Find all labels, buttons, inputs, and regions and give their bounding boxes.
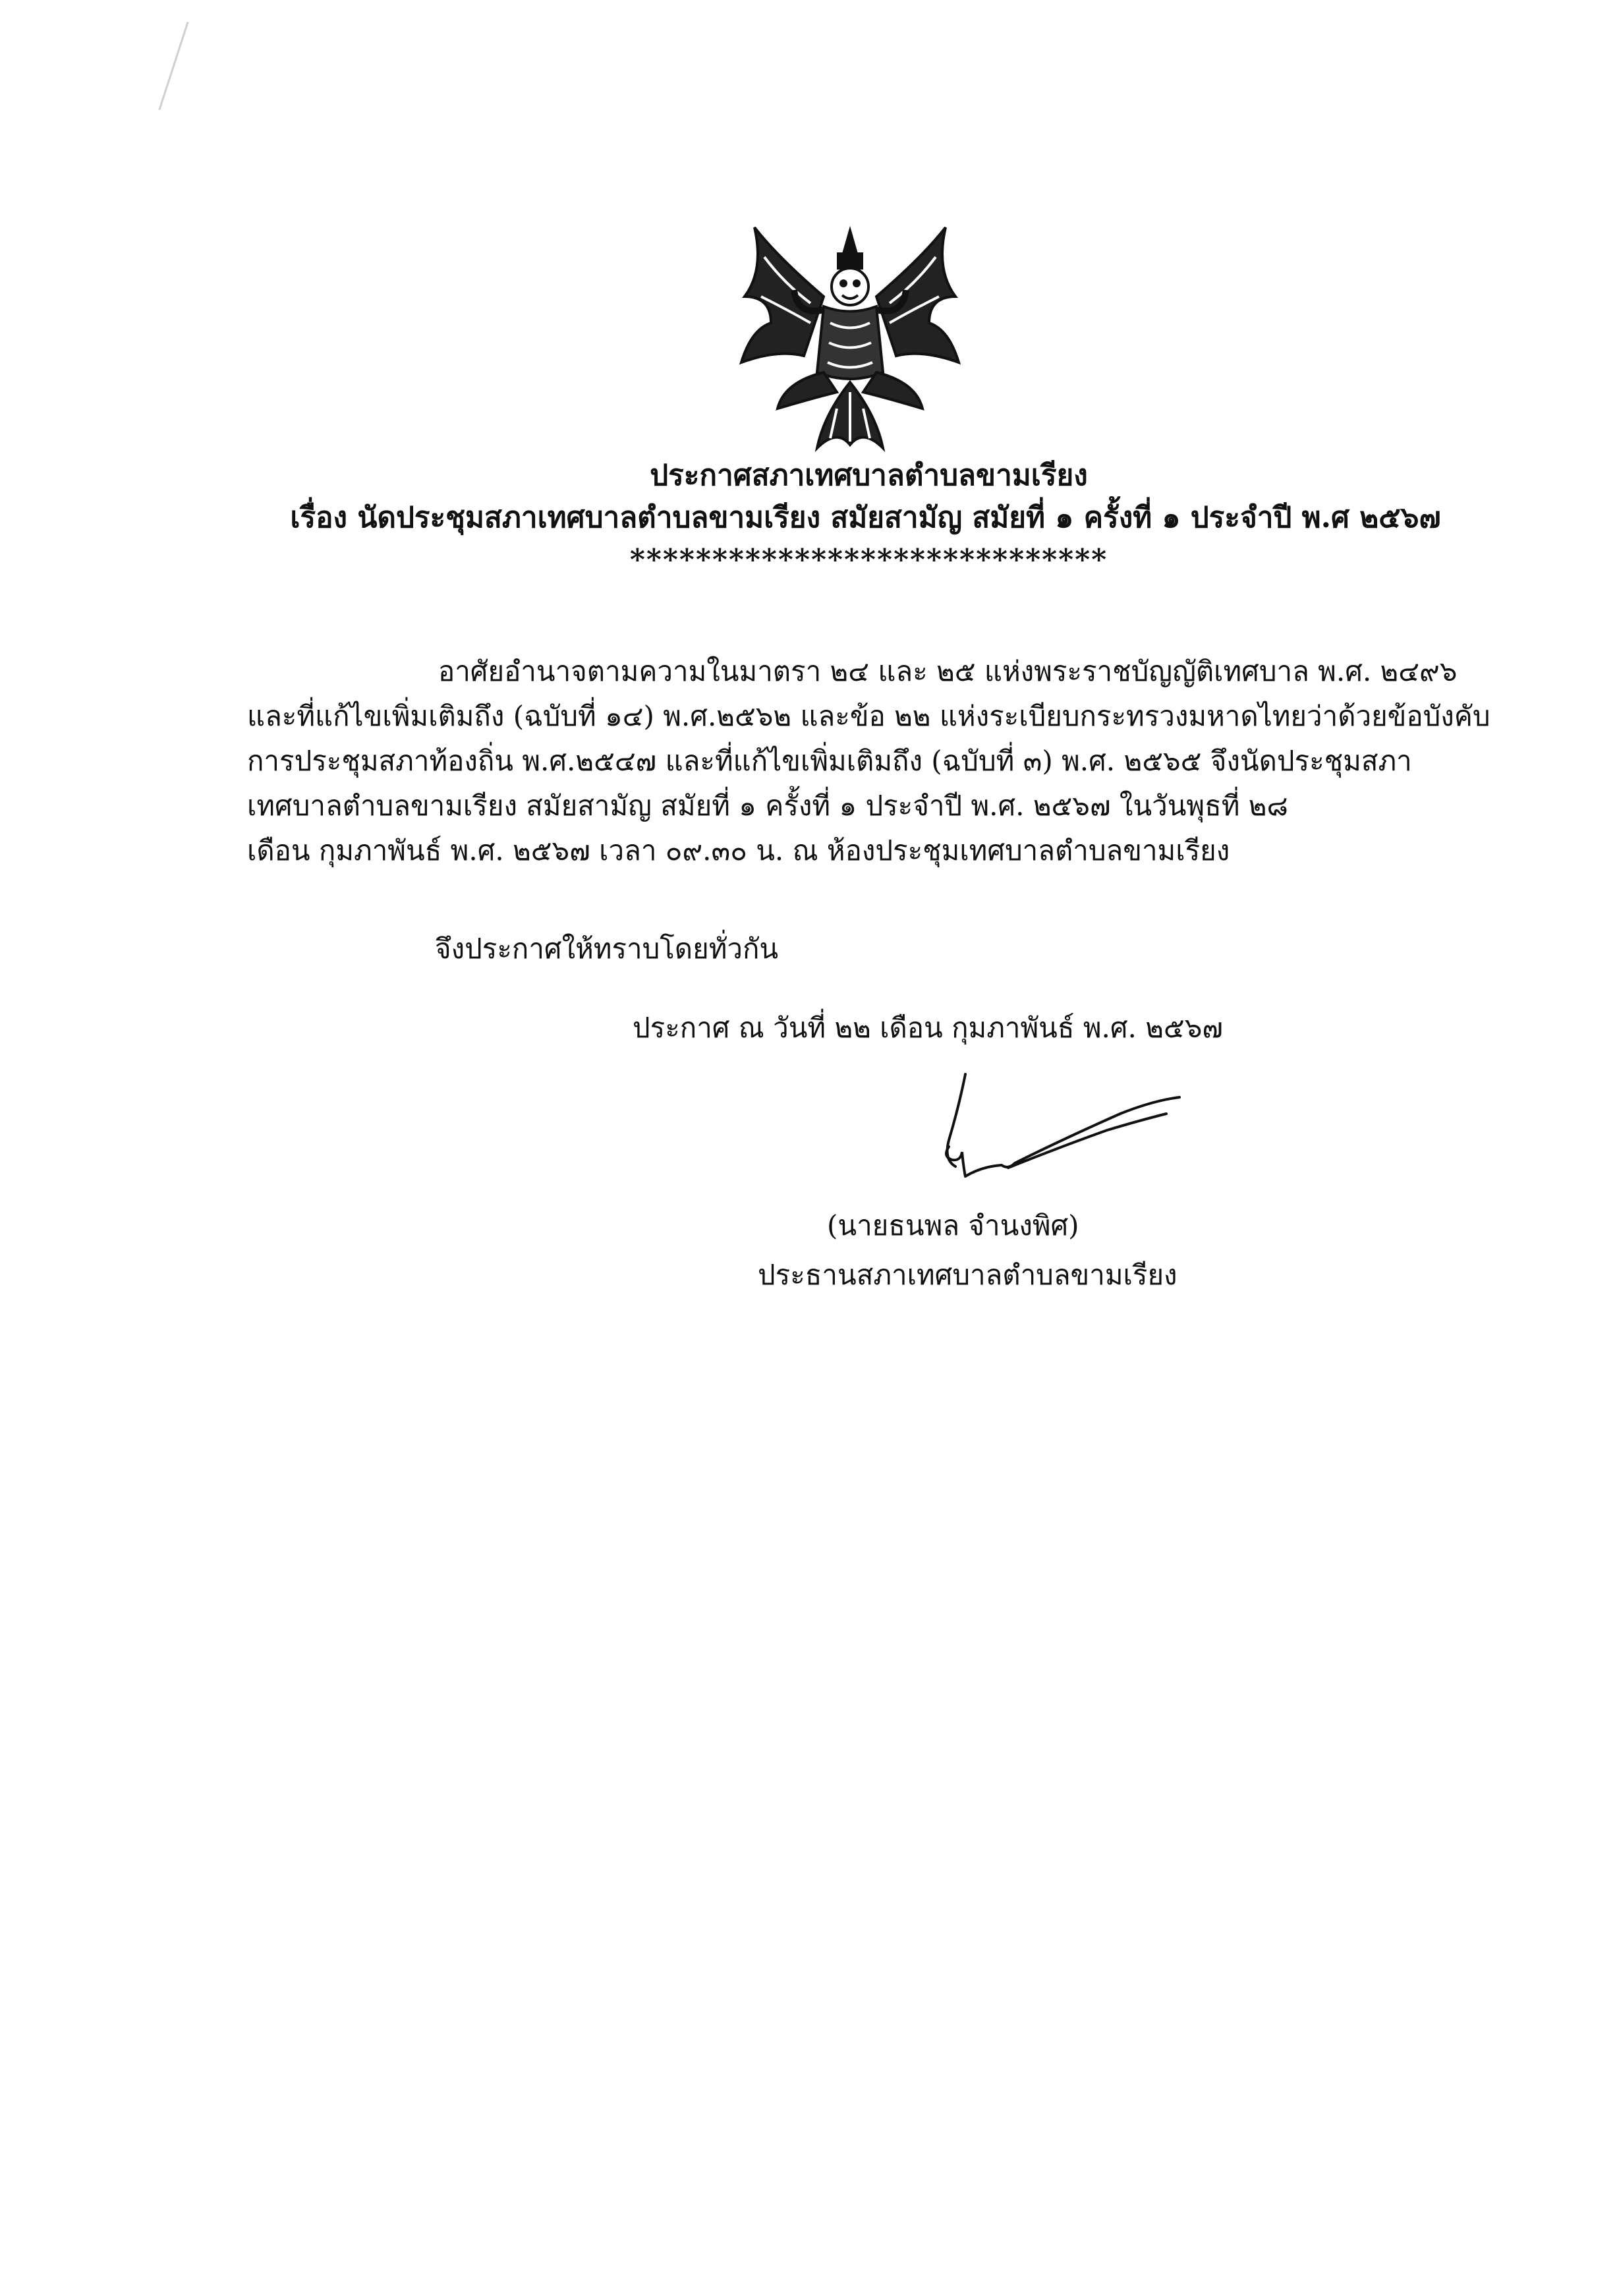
document-title: ประกาศสภาเทศบาลตำบลขามเรียง (650, 459, 1088, 492)
scan-artifact (158, 22, 188, 110)
signer-position: ประธานสภาเทศบาลตำบลขามเรียง (758, 1259, 1178, 1291)
proclamation-text: จึงประกาศให้ทราบโดยทั่วกัน (435, 933, 779, 965)
body-line: การประชุมสภาท้องถิ่น พ.ศ.๒๕๔๗ และที่แก้ไขเพิ่มเติมถึง (ฉบับที่ ๓) พ.ศ. ๒๕๖๕ จึงนัดประชุมสภา (247, 745, 1412, 777)
body-line: และที่แก้ไขเพิ่มเติมถึง (ฉบับที่ ๑๔) พ.ศ.๒๕๖๒ และข้อ ๒๒ แห่งระเบียบกระทรวงมหาดไทยว่าด้วยข้อบังคับ (247, 700, 1491, 732)
body-line: อาศัยอำนาจตามความในมาตรา ๒๔ และ ๒๕ แห่งพระราชบัญญัติเทศบาล พ.ศ. ๒๔๙๖ (438, 655, 1458, 687)
signer-name: (นายธนพล จำนงพิศ) (827, 1209, 1079, 1242)
garuda-emblem-icon (725, 217, 975, 461)
handwritten-signature (903, 1068, 1193, 1199)
body-paragraph (247, 649, 1491, 873)
announcement-date: ประกาศ ณ วันที่ ๒๒ เดือน กุมภาพันธ์ พ.ศ. ๒๕๖๗ (633, 1012, 1223, 1044)
separator-stars: ***************************** (629, 543, 1108, 577)
body-line: เดือน กุมภาพันธ์ พ.ศ. ๒๕๖๗ เวลา ๐๙.๓๐ น. ณ ห้องประชุมเทศบาลตำบลขามเรียง (247, 834, 1230, 867)
body-line: เทศบาลตำบลขามเรียง สมัยสามัญ สมัยที่ ๑ ครั้งที่ ๑ ประจำปี พ.ศ. ๒๕๖๗ ในวันพุธที่ ๒๘ (247, 789, 1288, 822)
heading-block (0, 455, 1619, 581)
document-subject: เรื่อง นัดประชุมสภาเทศบาลตำบลขามเรียง สมัยสามัญ สมัยที่ ๑ ครั้งที่ ๑ ประจำปี พ.ศ ๒๕๖๗ (290, 501, 1441, 534)
